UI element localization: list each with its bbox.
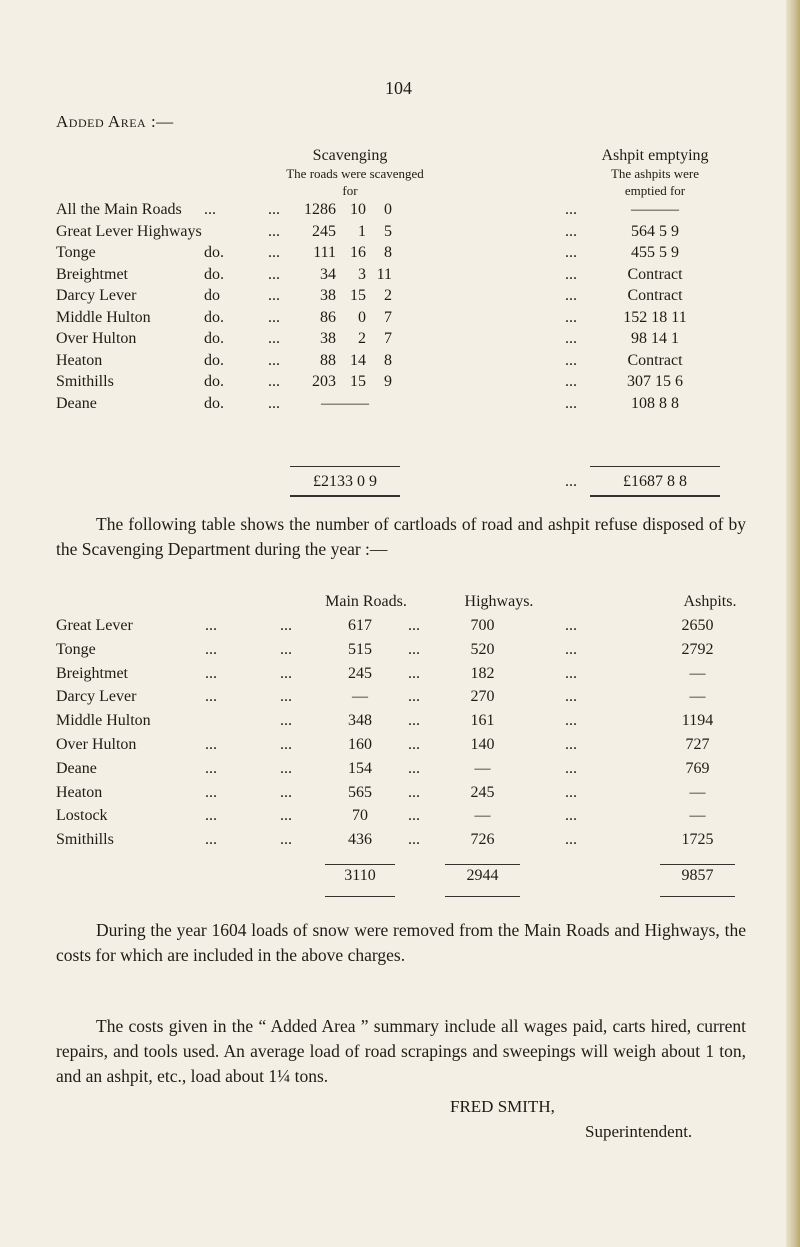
row-leader-dots: ... bbox=[565, 617, 577, 634]
double-rule-scav bbox=[290, 495, 400, 497]
row-name: Darcy Lever bbox=[56, 688, 137, 706]
row-do: ... bbox=[204, 201, 216, 218]
pence-value: 7 bbox=[384, 308, 392, 326]
scavenging-header: Scavenging bbox=[312, 147, 388, 164]
highways-value: 726 bbox=[470, 831, 495, 849]
row-dots: ... bbox=[565, 373, 577, 390]
shillings-value: 14 bbox=[350, 351, 366, 369]
row-dots: ... bbox=[565, 287, 577, 304]
ashpits-value: 1725 bbox=[681, 831, 714, 849]
row-leader-dots: ... bbox=[408, 807, 420, 825]
row-do: do. bbox=[204, 308, 224, 326]
highways-value: 270 bbox=[470, 688, 495, 706]
total-highways: 2944 bbox=[466, 867, 499, 884]
row-name: Middle Hulton bbox=[56, 308, 151, 326]
row-dots: ... bbox=[268, 373, 280, 390]
total-scavenging: £2133 0 9 bbox=[313, 473, 377, 490]
paragraph-snow: During the year 1604 loads of snow were removed from the Main Roads and Highways, the costs for which are included in the above charges. bbox=[56, 920, 746, 965]
page-edge bbox=[786, 0, 800, 1247]
row-name: Smithills bbox=[56, 831, 114, 849]
ashpits-value: — bbox=[689, 664, 706, 682]
row-dots: ... bbox=[565, 244, 577, 261]
row-do: do bbox=[204, 287, 220, 304]
row-lead-dots: ... bbox=[205, 831, 217, 849]
row-do: do. bbox=[204, 265, 224, 283]
ashpit-value: 108 8 8 bbox=[631, 394, 679, 412]
pounds-value: 38 bbox=[320, 287, 336, 304]
pounds-value: 111 bbox=[313, 244, 336, 261]
total-ashpits: 9857 bbox=[681, 867, 714, 884]
row-leader-dots: ... bbox=[408, 759, 420, 777]
row-name: Middle Hulton bbox=[56, 712, 151, 730]
main-roads-value: 160 bbox=[348, 736, 372, 753]
row-lead-dots: ... bbox=[205, 807, 217, 825]
row-lead-dots: ... bbox=[205, 783, 217, 801]
total-main-roads: 3110 bbox=[344, 867, 376, 884]
row-leader-dots: ... bbox=[280, 831, 292, 849]
paragraph-intro: The following table shows the number of cartloads of road and ashpit refuse disposed of by the Scavenging Department during the year :— bbox=[56, 514, 746, 559]
main-roads-value: 348 bbox=[348, 712, 372, 730]
total-ashpit: £1687 8 8 bbox=[623, 473, 687, 490]
scavenging-blank: ——— bbox=[321, 394, 369, 412]
row-lead-dots: ... bbox=[205, 736, 217, 753]
row-name: Deane bbox=[56, 759, 97, 777]
main-roads-value: 245 bbox=[348, 664, 372, 682]
row-do: do. bbox=[204, 351, 224, 369]
row-leader-dots: ... bbox=[280, 688, 292, 706]
ashpit-value: ——— bbox=[631, 201, 679, 218]
row-dots: ... bbox=[268, 201, 280, 218]
row-dots: ... bbox=[565, 265, 577, 283]
shillings-value: 3 bbox=[358, 265, 366, 283]
row-dots: ... bbox=[268, 244, 280, 261]
row-leader-dots: ... bbox=[408, 640, 420, 658]
row-leader-dots: ... bbox=[565, 736, 577, 753]
pence-value: 0 bbox=[384, 201, 392, 218]
main-roads-value: 70 bbox=[352, 807, 368, 825]
ashpit-value: 455 5 9 bbox=[631, 244, 679, 261]
row-dots: ... bbox=[565, 394, 577, 412]
row-leader-dots: ... bbox=[408, 783, 420, 801]
row-leader-dots: ... bbox=[280, 807, 292, 825]
total-rule-scav bbox=[290, 466, 400, 467]
ashpit-value: Contract bbox=[627, 351, 683, 369]
pence-value: 8 bbox=[384, 244, 392, 261]
t2-rule-main bbox=[325, 864, 395, 865]
main-roads-value: — bbox=[352, 688, 368, 706]
row-lead-dots: ... bbox=[205, 688, 217, 706]
ashpit-subheader-1: The ashpits were bbox=[610, 166, 700, 181]
pence-value: 9 bbox=[384, 373, 392, 390]
row-name: Heaton bbox=[56, 351, 103, 369]
shillings-value: 16 bbox=[350, 244, 366, 261]
row-name: Darcy Lever bbox=[56, 287, 137, 304]
row-leader-dots: ... bbox=[408, 688, 420, 706]
row-leader-dots: ... bbox=[280, 664, 292, 682]
ashpit-value: Contract bbox=[627, 287, 683, 304]
row-name: Lostock bbox=[56, 807, 108, 825]
highways-value: 161 bbox=[470, 712, 495, 730]
t2-rule2-ashpits bbox=[660, 896, 735, 897]
row-leader-dots: ... bbox=[280, 640, 292, 658]
ashpit-value: Contract bbox=[627, 265, 683, 283]
main-roads-value: 436 bbox=[348, 831, 372, 849]
highways-value: 520 bbox=[470, 640, 495, 658]
row-do: do. bbox=[204, 244, 224, 261]
section-heading: Added Area :— bbox=[56, 112, 174, 131]
row-name: Tonge bbox=[56, 640, 96, 658]
row-name: Heaton bbox=[56, 783, 103, 801]
shillings-value: 15 bbox=[350, 373, 366, 390]
row-name: Smithills bbox=[56, 373, 114, 390]
row-leader-dots: ... bbox=[408, 617, 420, 634]
row-leader-dots: ... bbox=[565, 759, 577, 777]
highways-value: 182 bbox=[470, 664, 495, 682]
ashpit-header: Ashpit emptying bbox=[601, 147, 709, 164]
row-name: Over Hulton bbox=[56, 330, 137, 347]
ashpits-value: — bbox=[689, 783, 706, 801]
row-dots: ... bbox=[268, 351, 280, 369]
row-name: Over Hulton bbox=[56, 736, 137, 753]
row-dots: ... bbox=[565, 351, 577, 369]
row-do: do. bbox=[204, 394, 224, 412]
row-leader-dots: ... bbox=[280, 712, 292, 730]
ashpit-value: 98 14 1 bbox=[631, 330, 679, 347]
signature-name: FRED SMITH, bbox=[450, 1097, 555, 1116]
t2-rule-highways bbox=[445, 864, 520, 865]
pounds-value: 245 bbox=[312, 222, 336, 240]
row-name: All the Main Roads bbox=[56, 201, 182, 218]
highways-value: 700 bbox=[470, 617, 495, 634]
row-leader-dots: ... bbox=[565, 640, 577, 658]
main-roads-value: 565 bbox=[348, 783, 372, 801]
page-number: 104 bbox=[385, 78, 412, 98]
pounds-value: 203 bbox=[312, 373, 336, 390]
row-dots: ... bbox=[268, 287, 280, 304]
pounds-value: 38 bbox=[320, 330, 336, 347]
row-name: Breightmet bbox=[56, 265, 128, 283]
row-leader-dots: ... bbox=[408, 831, 420, 849]
row-leader-dots: ... bbox=[565, 807, 577, 825]
row-leader-dots: ... bbox=[565, 783, 577, 801]
row-dots: ... bbox=[565, 201, 577, 218]
shillings-value: 10 bbox=[350, 201, 366, 218]
ashpit-value: 307 15 6 bbox=[627, 373, 683, 390]
row-dots: ... bbox=[268, 394, 280, 412]
row-dots: ... bbox=[565, 222, 577, 240]
total-rule-ash bbox=[590, 466, 720, 467]
column-header-ashpits: Ashpits. bbox=[683, 593, 737, 610]
highways-value: — bbox=[474, 807, 491, 825]
row-dots: ... bbox=[565, 308, 577, 326]
main-roads-value: 617 bbox=[348, 617, 372, 634]
row-leader-dots: ... bbox=[408, 736, 420, 753]
row-leader-dots: ... bbox=[408, 664, 420, 682]
row-leader-dots: ... bbox=[565, 831, 577, 849]
total-dots: ... bbox=[565, 473, 577, 490]
ashpit-subheader-2: emptied for bbox=[624, 183, 686, 198]
ashpits-value: — bbox=[689, 688, 706, 706]
ashpits-value: — bbox=[689, 807, 706, 825]
t2-rule-ashpits bbox=[660, 864, 735, 865]
row-name: Deane bbox=[56, 394, 97, 412]
ashpit-value: 152 18 11 bbox=[623, 308, 687, 326]
main-roads-value: 515 bbox=[348, 640, 372, 658]
pounds-value: 1286 bbox=[304, 201, 336, 218]
row-lead-dots: ... bbox=[205, 664, 217, 682]
t2-rule2-main bbox=[325, 896, 395, 897]
highways-value: 140 bbox=[470, 736, 495, 753]
pence-value: 8 bbox=[384, 351, 392, 369]
ashpits-value: 727 bbox=[685, 736, 710, 753]
row-leader-dots: ... bbox=[280, 617, 292, 634]
row-leader-dots: ... bbox=[280, 783, 292, 801]
row-lead-dots: ... bbox=[205, 617, 217, 634]
signature-title: Superintendent. bbox=[585, 1122, 693, 1141]
scavenging-subheader-1: The roads were scavenged bbox=[286, 166, 424, 181]
row-leader-dots: ... bbox=[565, 664, 577, 682]
row-name: Tonge bbox=[56, 244, 96, 261]
pounds-value: 88 bbox=[320, 351, 336, 369]
pence-value: 7 bbox=[384, 330, 392, 347]
column-header-main-roads: Main Roads. bbox=[325, 593, 407, 610]
shillings-value: 1 bbox=[358, 222, 366, 240]
row-name: Great Lever bbox=[56, 617, 133, 634]
ashpits-value: 2650 bbox=[681, 617, 714, 634]
row-leader-dots: ... bbox=[280, 736, 292, 753]
row-leader-dots: ... bbox=[408, 712, 420, 730]
row-lead-dots: ... bbox=[205, 759, 217, 777]
row-dots: ... bbox=[565, 330, 577, 347]
ashpits-value: 769 bbox=[685, 759, 710, 777]
row-dots: ... bbox=[268, 222, 280, 240]
ashpits-value: 2792 bbox=[681, 640, 714, 658]
row-leader-dots: ... bbox=[280, 759, 292, 777]
shillings-value: 0 bbox=[358, 308, 366, 326]
t2-rule2-highways bbox=[445, 896, 520, 897]
highways-value: 245 bbox=[470, 783, 495, 801]
row-dots: ... bbox=[268, 308, 280, 326]
pounds-value: 86 bbox=[320, 308, 336, 326]
double-rule-ash bbox=[590, 495, 720, 497]
row-leader-dots: ... bbox=[565, 712, 577, 730]
shillings-value: 15 bbox=[350, 287, 366, 304]
row-leader-dots: ... bbox=[565, 688, 577, 706]
pence-value: 11 bbox=[376, 265, 392, 283]
row-do: do. bbox=[204, 373, 224, 390]
pence-value: 5 bbox=[384, 222, 392, 240]
row-dots: ... bbox=[268, 330, 280, 347]
ashpits-value: 1194 bbox=[681, 712, 714, 730]
pence-value: 2 bbox=[384, 287, 392, 304]
highways-value: — bbox=[474, 759, 491, 777]
main-roads-value: 154 bbox=[348, 759, 372, 777]
row-lead-dots: ... bbox=[205, 640, 217, 658]
column-header-highways: Highways. bbox=[464, 593, 534, 610]
row-name: Breightmet bbox=[56, 664, 128, 682]
paragraph-costs: The costs given in the “ Added Area ” summary include all wages paid, carts hired, current repairs, and tools used. An average load of road scrapings and sweepings will weigh about 1 ton, and an ashpit, etc., load about 1¼ tons. bbox=[56, 1016, 746, 1086]
shillings-value: 2 bbox=[358, 330, 366, 347]
ashpit-value: 564 5 9 bbox=[631, 222, 679, 240]
row-do: do. bbox=[204, 330, 224, 347]
scavenging-subheader-2: for bbox=[342, 183, 358, 198]
row-dots: ... bbox=[268, 265, 280, 283]
row-name: Great Lever Highways bbox=[56, 222, 202, 240]
pounds-value: 34 bbox=[320, 265, 336, 283]
